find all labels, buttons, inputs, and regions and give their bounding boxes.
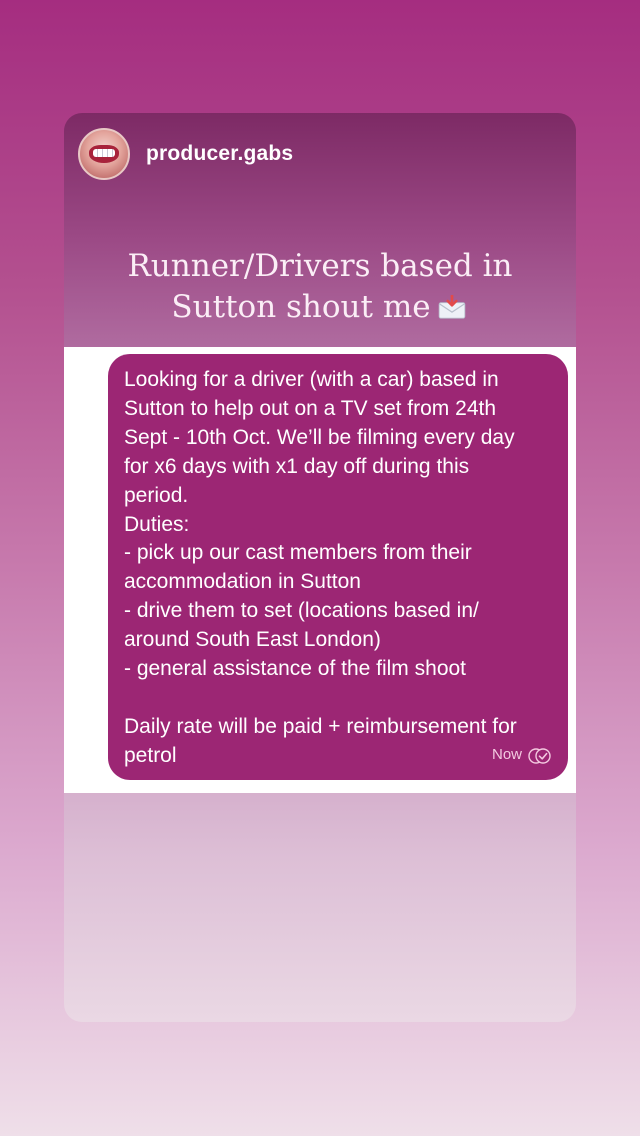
- message-line: - pick up our cast members from their: [124, 541, 472, 565]
- story-title-line-2-text: Sutton shout me: [171, 289, 431, 325]
- message-line: Daily rate will be paid + reimbursement for: [124, 714, 517, 738]
- double-check-circle-icon: [528, 747, 552, 765]
- message-line: period.: [124, 483, 189, 507]
- message-line: - drive them to set (locations based in/: [124, 599, 479, 623]
- message-line: around South East London): [124, 628, 381, 652]
- story-title-line-2: [64, 287, 576, 328]
- avatar-teeth: [93, 149, 115, 157]
- message-status: [492, 741, 552, 770]
- message-line: Duties:: [124, 512, 190, 536]
- story-card[interactable]: [64, 113, 576, 1022]
- story-title-line-1: Runner/Drivers based in: [127, 248, 513, 284]
- timestamp: Now: [491, 746, 522, 764]
- story-title: [64, 246, 576, 328]
- avatar[interactable]: [78, 128, 130, 180]
- message-line: Looking for a driver (with a car) based in: [124, 368, 499, 391]
- story-header: [78, 127, 293, 181]
- message-panel: [64, 347, 576, 793]
- message-line: Sept - 10th Oct. We’ll be filming every day: [124, 425, 515, 449]
- message-line: - general assistance of the film shoot: [124, 657, 467, 681]
- message-bubble[interactable]: [108, 354, 568, 780]
- message-line: Sutton to help out on a TV set from 24th: [124, 396, 497, 420]
- message-blank-line: [124, 684, 552, 713]
- message-line: accommodation in Sutton: [124, 570, 361, 594]
- message-line: for x6 days with x1 day off during this: [124, 454, 470, 478]
- envelope-with-arrow-icon: [435, 295, 469, 319]
- username[interactable]: producer.gabs: [146, 142, 294, 165]
- message-line: petrol: [124, 743, 177, 767]
